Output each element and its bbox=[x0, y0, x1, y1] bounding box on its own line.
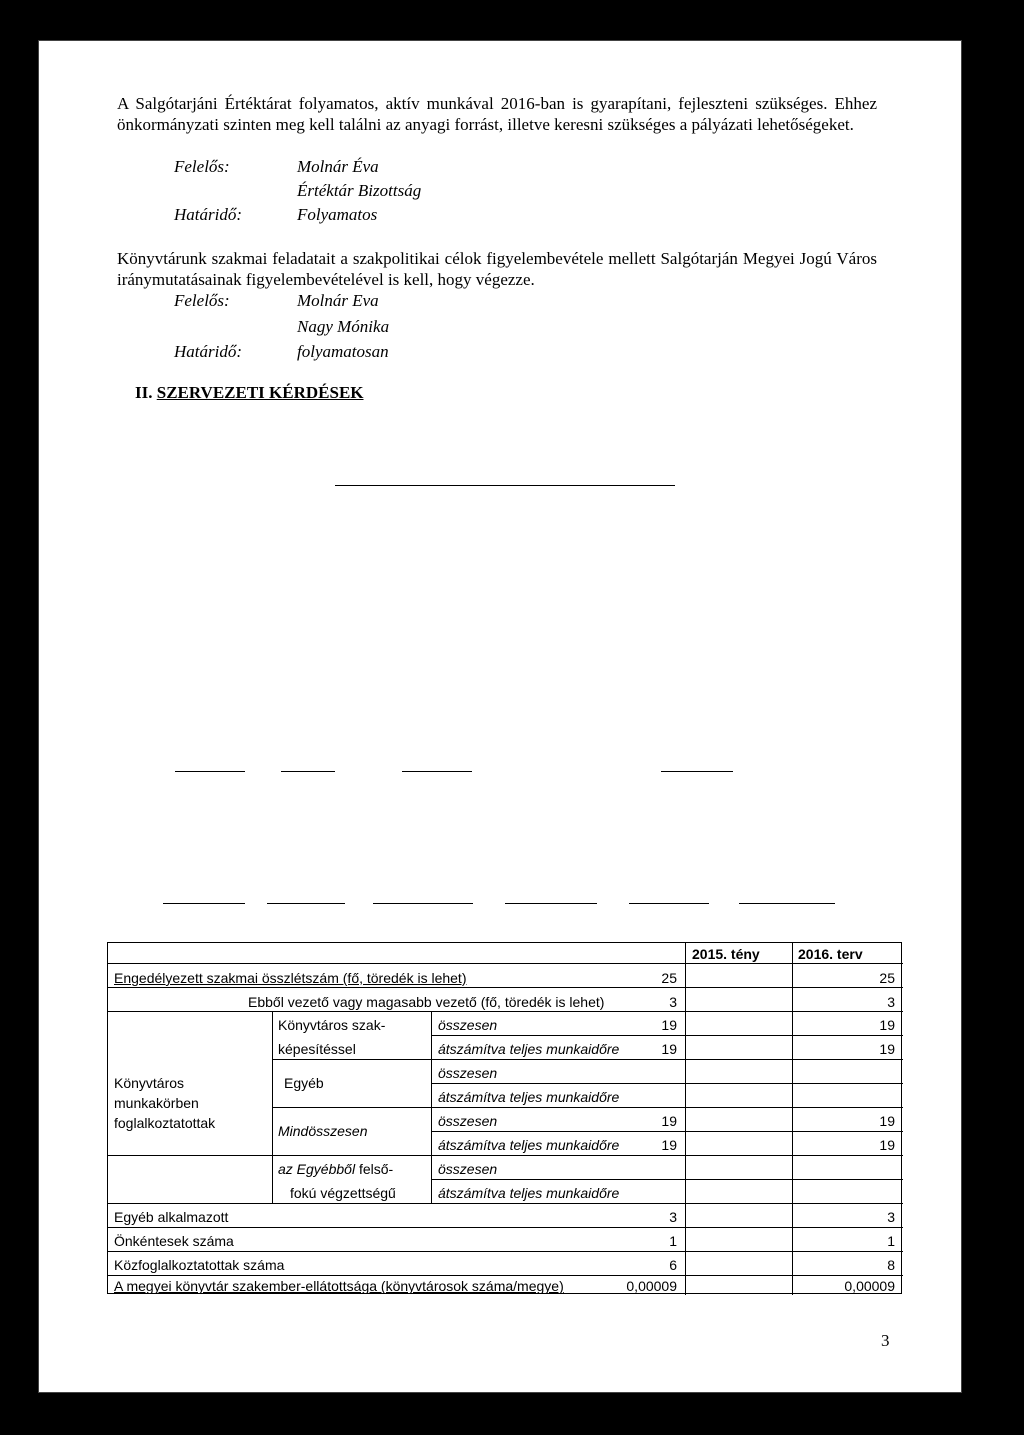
cell-2016: 19 bbox=[879, 1113, 895, 1129]
rule-line bbox=[739, 903, 835, 904]
subgroup-label-2: képesítéssel bbox=[278, 1041, 356, 1057]
row-label: Közfoglalkoztatottak száma bbox=[114, 1257, 285, 1273]
cell-2015: 6 bbox=[669, 1257, 677, 1273]
cell-2016: 1 bbox=[887, 1233, 895, 1249]
cell-2015: 25 bbox=[661, 970, 677, 986]
felelos-label: Felelős: bbox=[174, 157, 230, 176]
rule-line bbox=[661, 771, 733, 772]
atszamitva-label: átszámítva teljes munkaidőre bbox=[438, 1185, 620, 1201]
cell-2016: 0,00009 bbox=[844, 1278, 895, 1294]
subgroup-label: az Egyébből felső- bbox=[278, 1161, 394, 1177]
cell-2015: 1 bbox=[669, 1233, 677, 1249]
cell-2016: 19 bbox=[879, 1017, 895, 1033]
cell-2015: 3 bbox=[669, 1209, 677, 1225]
rule-line bbox=[267, 903, 345, 904]
rule-line bbox=[163, 903, 245, 904]
rule-line bbox=[175, 771, 245, 772]
hatarido-value: folyamatosan bbox=[297, 342, 389, 361]
hatarido-label: Határidő: bbox=[174, 205, 242, 224]
felelos-name-2: Nagy Mónika bbox=[297, 317, 390, 336]
document-page bbox=[38, 40, 962, 1393]
group-label: Könyvtáros munkakörben foglalkoztatottak bbox=[114, 1075, 216, 1131]
cell-2015: 19 bbox=[661, 1137, 677, 1153]
osszesen-label: összesen bbox=[438, 1065, 498, 1081]
col-header-2015: 2015. tény bbox=[692, 946, 760, 962]
rule-line bbox=[402, 771, 472, 772]
paragraph-ertektar: A Salgótarjáni Értéktárat folyamatos, aktív munkával 2016-ban is gyarapítani, fejleszteni szükséges. Ehhez önkormányzati szinten meg kell találni az anyagi forrást, illetve keresni szükséges a pályázati lehetőségeket. bbox=[117, 94, 877, 134]
atszamitva-label: átszámítva teljes munkaidőre bbox=[438, 1041, 620, 1057]
row-label: Ebből vezető vagy magasabb vezető (fő, töredék is lehet) bbox=[248, 994, 605, 1010]
cell-2015: 0,00009 bbox=[626, 1278, 677, 1294]
row-label: Egyéb alkalmazott bbox=[114, 1209, 229, 1225]
hatarido-value: Folyamatos bbox=[297, 205, 378, 224]
rule-line bbox=[281, 771, 335, 772]
osszesen-label: összesen bbox=[438, 1017, 498, 1033]
cell-2016: 19 bbox=[879, 1137, 895, 1153]
cell-2015: 19 bbox=[661, 1113, 677, 1129]
cell-2016: 3 bbox=[887, 994, 895, 1010]
col-header-2016: 2016. terv bbox=[798, 946, 863, 962]
hatarido-label: Határidő: bbox=[174, 342, 242, 361]
felelos-name: Molnár Eva bbox=[297, 291, 379, 310]
page-number: 3 bbox=[881, 1331, 890, 1350]
subgroup-label-2: fokú végzettségű bbox=[290, 1185, 396, 1201]
cell-2015: 19 bbox=[661, 1017, 677, 1033]
felelos-name: Molnár Éva bbox=[297, 157, 379, 176]
osszesen-label: összesen bbox=[438, 1161, 498, 1177]
rule-line bbox=[335, 485, 675, 486]
osszesen-label: összesen bbox=[438, 1113, 498, 1129]
subgroup-label: Egyéb bbox=[284, 1075, 324, 1091]
row-label: Önkéntesek száma bbox=[114, 1233, 234, 1249]
atszamitva-label: átszámítva teljes munkaidőre bbox=[438, 1137, 620, 1153]
section-title: SZERVEZETI KÉRDÉSEK bbox=[156, 383, 364, 402]
cell-2016: 3 bbox=[887, 1209, 895, 1225]
cell-2016: 25 bbox=[879, 970, 895, 986]
atszamitva-label: átszámítva teljes munkaidőre bbox=[438, 1089, 620, 1105]
cell-2015: 19 bbox=[661, 1041, 677, 1057]
rule-line bbox=[505, 903, 597, 904]
cell-2016: 8 bbox=[887, 1257, 895, 1273]
felelos-label: Felelős: bbox=[174, 291, 230, 310]
cell-2016: 19 bbox=[879, 1041, 895, 1057]
rule-line bbox=[629, 903, 709, 904]
subgroup-label: Mindösszesen bbox=[278, 1123, 368, 1139]
felelos-name-2: Értéktár Bizottság bbox=[297, 181, 422, 200]
row-label: Engedélyezett szakmai összlétszám (fő, töredék is lehet) bbox=[114, 970, 467, 986]
rule-line bbox=[373, 903, 473, 904]
section-heading bbox=[135, 383, 364, 403]
staff-table bbox=[107, 942, 902, 1294]
subgroup-label: Könyvtáros szak- bbox=[278, 1017, 386, 1033]
cell-2015: 3 bbox=[669, 994, 677, 1010]
row-label: A megyei könyvtár szakember-ellátottsága (könyvtárosok száma/megye) bbox=[114, 1278, 564, 1294]
section-number: II. bbox=[135, 383, 153, 402]
paragraph-konyvtar: Könyvtárunk szakmai feladatait a szakpolitikai célok figyelembevétele mellett Salgótarján Megyei Jogú Város iránymutatásainak figyelembevételével is kell, hogy végezze. bbox=[117, 249, 877, 289]
